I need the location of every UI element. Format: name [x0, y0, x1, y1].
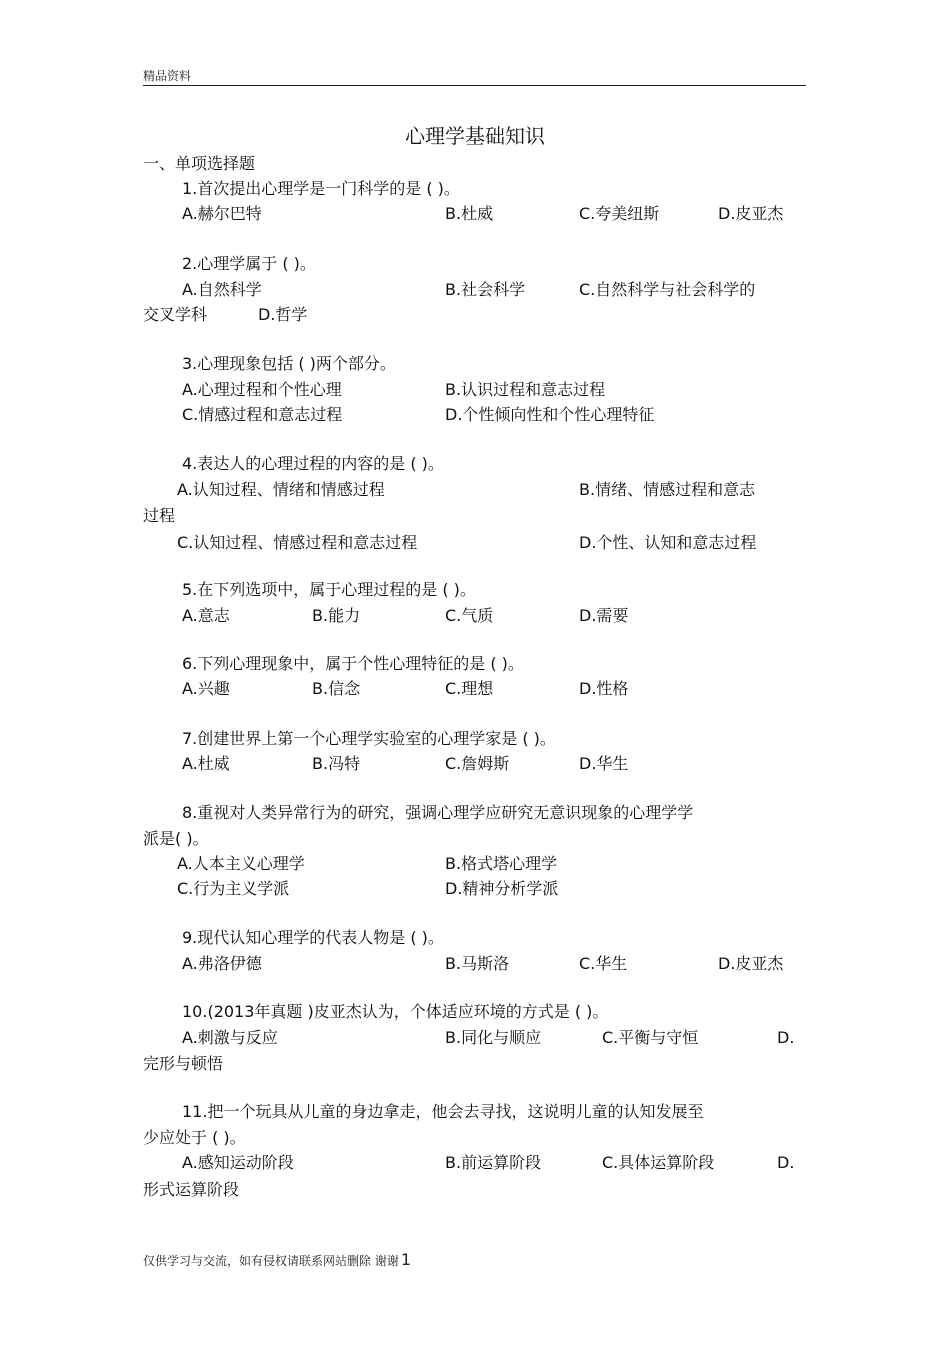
- question-11-stem-continued: 少应处于 ( )。: [143, 1128, 246, 1147]
- question-6-option-b: B.信念: [312, 679, 361, 698]
- question-8-option-b: B.格式塔心理学: [445, 854, 558, 873]
- question-11-stem: 11.把一个玩具从儿童的身边拿走，他会去寻找，这说明儿童的认知发展至: [182, 1102, 704, 1121]
- question-11-option-a: A.感知运动阶段: [182, 1153, 294, 1172]
- question-1-option-b: B.杜威: [445, 204, 494, 223]
- question-5-option-b: B.能力: [312, 606, 361, 625]
- question-3-option-c: C.情感过程和意志过程: [182, 405, 343, 424]
- question-10-option-d: D.: [777, 1028, 795, 1047]
- question-2-option-c-continued: 交叉学科: [143, 305, 208, 324]
- question-4-option-c: C.认知过程、情感过程和意志过程: [177, 533, 418, 552]
- question-8-stem-continued: 派是( )。: [143, 829, 209, 848]
- question-1-option-c: C.夸美纽斯: [579, 204, 660, 223]
- question-3-stem: 3.心理现象包括 ( )两个部分。: [182, 354, 396, 373]
- question-1-option-a: A.赫尔巴特: [182, 204, 262, 223]
- question-9-option-b: B.马斯洛: [445, 954, 510, 973]
- question-1-option-d: D.皮亚杰: [718, 204, 784, 223]
- question-4-option-d: D.个性、认知和意志过程: [579, 533, 757, 552]
- question-2-option-c: C.自然科学与社会科学的: [579, 280, 756, 299]
- question-2-option-a: A.自然科学: [182, 280, 262, 299]
- question-3-option-d: D.个性倾向性和个性心理特征: [445, 405, 655, 424]
- question-4-option-b: B.情绪、情感过程和意志: [579, 480, 756, 499]
- question-7-option-a: A.杜威: [182, 754, 230, 773]
- question-2-option-d: D.哲学: [258, 305, 308, 324]
- question-9-option-d: D.皮亚杰: [718, 954, 784, 973]
- question-6-option-a: A.兴趣: [182, 679, 230, 698]
- question-10-stem: 10.(2013年真题 )皮亚杰认为，个体适应环境的方式是 ( )。: [182, 1002, 609, 1021]
- header-divider: [143, 85, 806, 86]
- footer-text: 仅供学习与交流，如有侵权请联系网站删除 谢谢: [143, 1254, 399, 1268]
- question-11-option-d: D.: [777, 1153, 795, 1172]
- question-4-stem: 4.表达人的心理过程的内容的是 ( )。: [182, 454, 444, 473]
- question-7-option-c: C.詹姆斯: [445, 754, 510, 773]
- question-1-stem: 1.首次提出心理学是一门科学的是 ( )。: [182, 179, 460, 198]
- question-4-option-a: A.认知过程、情绪和情感过程: [177, 480, 385, 499]
- question-5-stem: 5.在下列选项中，属于心理过程的是 ( )。: [182, 580, 476, 599]
- question-8-option-c: C.行为主义学派: [177, 879, 290, 898]
- question-5-option-d: D.需要: [579, 606, 629, 625]
- question-10-option-b: B.同化与顺应: [445, 1028, 542, 1047]
- question-6-option-c: C.理想: [445, 679, 494, 698]
- page-number: 1: [400, 1250, 412, 1269]
- question-10-option-a: A.刺激与反应: [182, 1028, 278, 1047]
- question-7-stem: 7.创建世界上第一个心理学实验室的心理学家是 ( )。: [182, 729, 556, 748]
- question-6-stem: 6.下列心理现象中，属于个性心理特征的是 ( )。: [182, 654, 524, 673]
- question-9-stem: 9.现代认知心理学的代表人物是 ( )。: [182, 928, 444, 947]
- question-11-option-c: C.具体运算阶段: [602, 1153, 715, 1172]
- question-8-stem: 8.重视对人类异常行为的研究，强调心理学应研究无意识现象的心理学学: [182, 803, 694, 822]
- question-8-option-a: A.人本主义心理学: [177, 854, 305, 873]
- footer: [143, 1250, 411, 1269]
- header-label: 精品资料: [143, 69, 192, 83]
- question-11-option-d-continued: 形式运算阶段: [143, 1180, 240, 1199]
- question-3-option-b: B.认识过程和意志过程: [445, 380, 606, 399]
- question-6-option-d: D.性格: [579, 679, 629, 698]
- question-5-option-c: C.气质: [445, 606, 494, 625]
- question-3-option-a: A.心理过程和个性心理: [182, 380, 342, 399]
- question-9-option-c: C.华生: [579, 954, 628, 973]
- question-5-option-a: A.意志: [182, 606, 230, 625]
- question-10-option-c: C.平衡与守恒: [602, 1028, 699, 1047]
- document-title: 心理学基础知识: [405, 124, 545, 148]
- question-7-option-b: B.冯特: [312, 754, 361, 773]
- question-2-option-b: B.社会科学: [445, 280, 526, 299]
- question-11-option-b: B.前运算阶段: [445, 1153, 542, 1172]
- question-7-option-d: D.华生: [579, 754, 629, 773]
- question-4-option-b-continued: 过程: [143, 506, 176, 525]
- section-heading: 一、单项选择题: [143, 154, 256, 173]
- question-9-option-a: A.弗洛伊德: [182, 954, 262, 973]
- question-2-stem: 2.心理学属于 ( )。: [182, 254, 316, 273]
- question-8-option-d: D.精神分析学派: [445, 879, 559, 898]
- question-10-option-d-continued: 完形与顿悟: [143, 1054, 224, 1073]
